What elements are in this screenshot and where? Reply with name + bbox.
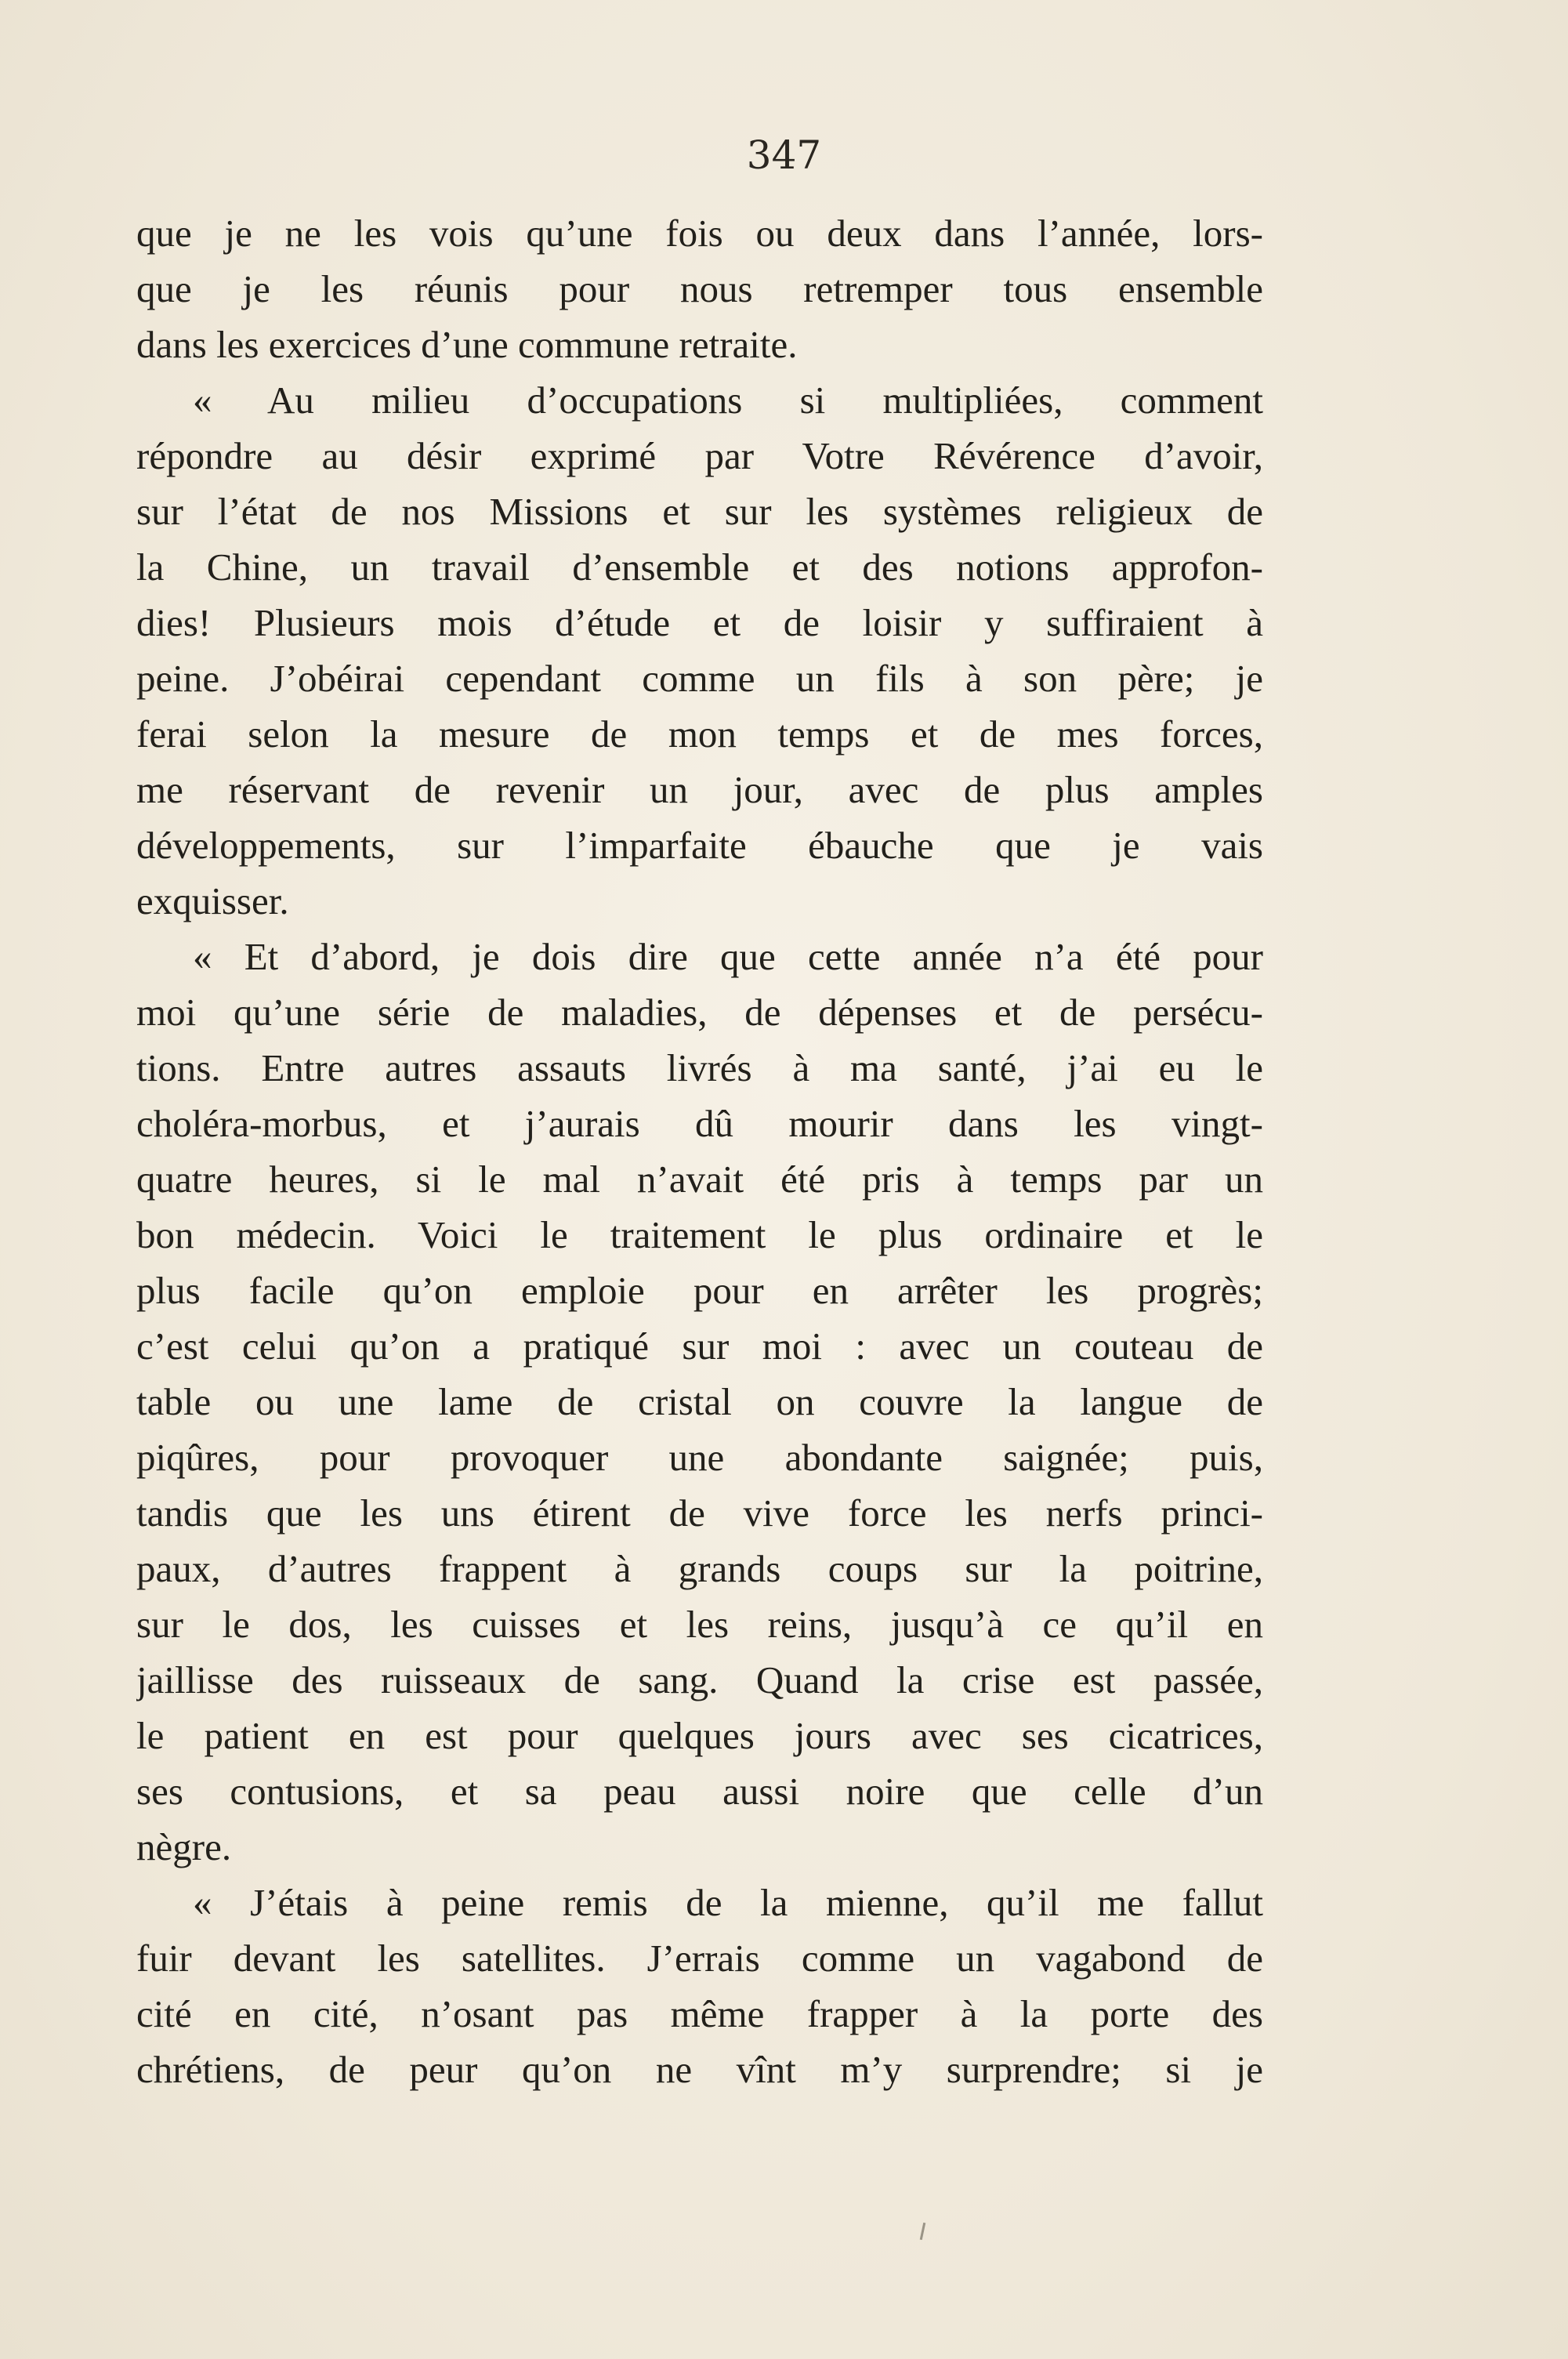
text-line: fuir devant les satellites. J’errais comme un vagabond de: [136, 1937, 1263, 1980]
text-line: sur le dos, les cuisses et les reins, jusqu’à ce qu’il en: [136, 1603, 1263, 1646]
text-line: plus facile qu’on emploie pour en arrêter les progrès;: [136, 1269, 1263, 1312]
paper-mark: [920, 2223, 926, 2240]
text-line: répondre au désir exprimé par Votre Révérence d’avoir,: [136, 434, 1263, 477]
text-line: ses contusions, et sa peau aussi noire que celle d’un: [136, 1770, 1263, 1813]
text-line: nègre.: [136, 1825, 232, 1868]
text-line: exquisser.: [136, 879, 289, 922]
text-line: piqûres, pour provoquer une abondante saignée; puis,: [136, 1436, 1263, 1479]
text-line: le patient en est pour quelques jours avec ses cicatrices,: [136, 1714, 1263, 1757]
text-line: dans les exercices d’une commune retraite.: [136, 323, 798, 366]
text-line: quatre heures, si le mal n’avait été pris à temps par un: [136, 1158, 1263, 1201]
text-line: « J’étais à peine remis de la mienne, qu’il me fallut: [193, 1881, 1263, 1924]
text-line: peine. J’obéirai cependant comme un fils à son père; je: [136, 657, 1263, 700]
text-line: chrétiens, de peur qu’on ne vînt m’y surprendre; si je: [136, 2048, 1263, 2091]
text-line: tandis que les uns étirent de vive force les nerfs princi-: [136, 1491, 1263, 1535]
text-line: c’est celui qu’on a pratiqué sur moi : avec un couteau de: [136, 1324, 1263, 1368]
text-line: que je ne les vois qu’une fois ou deux dans l’année, lors-: [136, 212, 1263, 255]
text-line: la Chine, un travail d’ensemble et des notions approfon-: [136, 545, 1263, 589]
text-line: développements, sur l’imparfaite ébauche que je vais: [136, 824, 1263, 867]
text-line: me réservant de revenir un jour, avec de plus amples: [136, 768, 1263, 811]
text-line: jaillisse des ruisseaux de sang. Quand la crise est passée,: [136, 1658, 1263, 1701]
text-line: dies! Plusieurs mois d’étude et de loisir y suffiraient à: [136, 601, 1263, 644]
page-number: 347: [746, 132, 822, 178]
text-line: « Et d’abord, je dois dire que cette année n’a été pour: [193, 935, 1263, 978]
text-line: ferai selon la mesure de mon temps et de mes forces,: [136, 712, 1263, 756]
text-line: moi qu’une série de maladies, de dépenses et de persécu-: [136, 991, 1263, 1034]
page-text: [136, 205, 1263, 2097]
text-line: « Au milieu d’occupations si multipliées, comment: [193, 379, 1263, 422]
text-line: table ou une lame de cristal on couvre la langue de: [136, 1380, 1263, 1423]
text-line: paux, d’autres frappent à grands coups sur la poitrine,: [136, 1547, 1263, 1590]
text-line: que je les réunis pour nous retremper tous ensemble: [136, 267, 1263, 310]
text-line: sur l’état de nos Missions et sur les systèmes religieux de: [136, 490, 1263, 533]
text-line: tions. Entre autres assauts livrés à ma santé, j’ai eu le: [136, 1046, 1263, 1089]
text-line: cité en cité, n’osant pas même frapper à la porte des: [136, 1992, 1263, 2035]
text-line: choléra-morbus, et j’aurais dû mourir dans les vingt-: [136, 1102, 1263, 1145]
text-line: bon médecin. Voici le traitement le plus ordinaire et le: [136, 1213, 1263, 1256]
